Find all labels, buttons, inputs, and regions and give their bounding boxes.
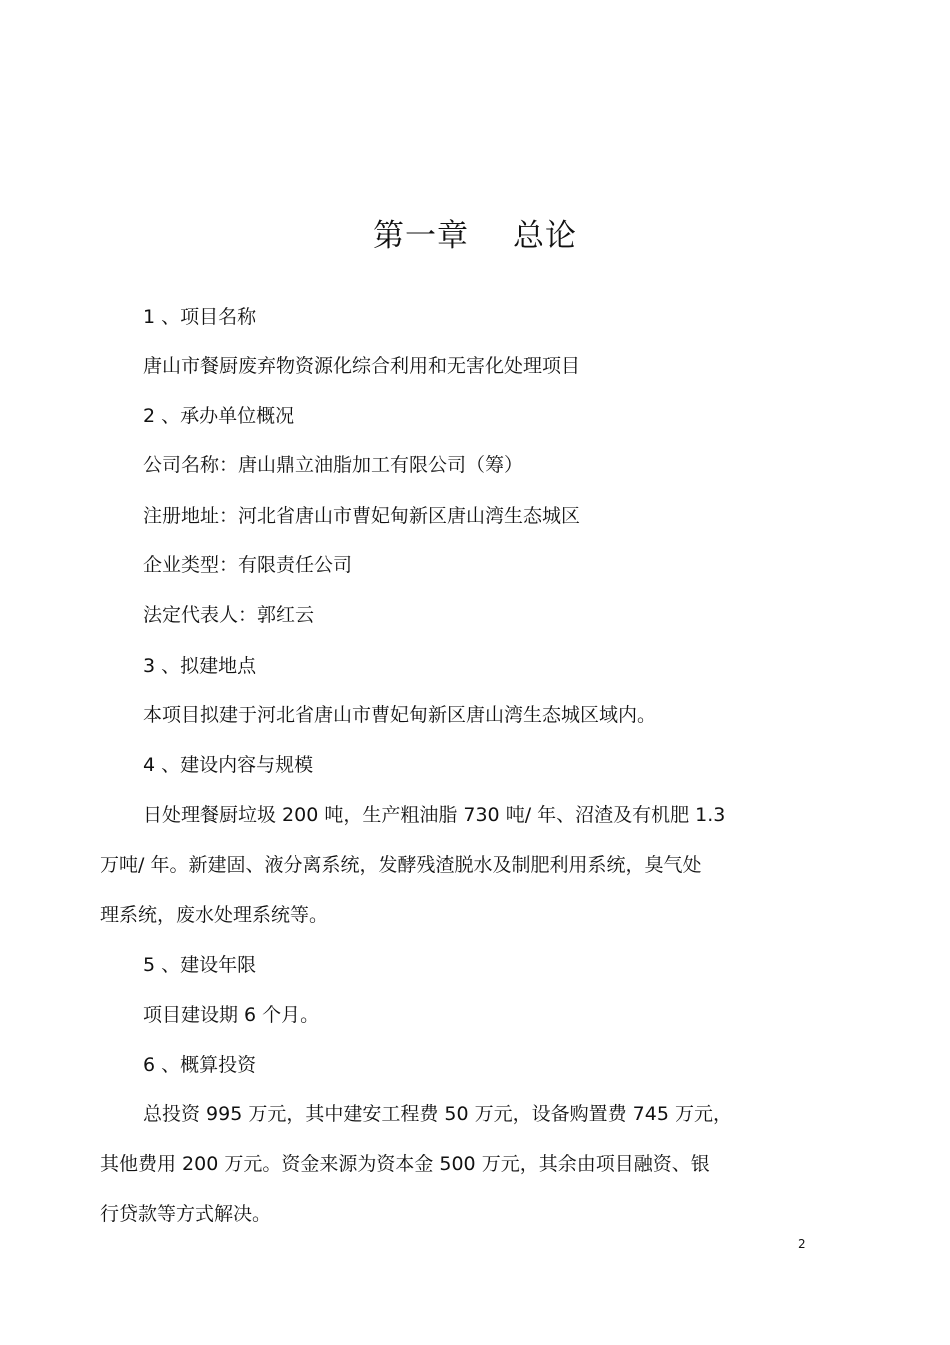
section-heading-2: 2 、承办单位概况 — [143, 405, 295, 427]
section-heading-1: 1 、项目名称 — [143, 306, 257, 328]
location-text: 本项目拟建于河北省唐山市曹妃甸新区唐山湾生态城区域内。 — [143, 704, 657, 726]
chapter-title — [0, 212, 950, 260]
scale-line-2: 万吨/ 年。新建固、液分离系统，发酵残渣脱水及制肥利用系统，臭气处 — [100, 854, 702, 876]
scale-line-1: 日处理餐厨垃圾 200 吨，生产粗油脂 730 吨/ 年、沼渣及有机肥 1.3 — [143, 804, 726, 826]
investment-line-2: 其他费用 200 万元。资金来源为资本金 500 万元，其余由项目融资、银 — [100, 1153, 710, 1175]
section-heading-6: 6 、概算投资 — [143, 1054, 257, 1076]
company-name-text: 公司名称：唐山鼎立油脂加工有限公司（筹） — [143, 454, 524, 476]
legal-representative-text: 法定代表人：郭红云 — [143, 604, 315, 626]
company-type-text: 企业类型：有限责任公司 — [143, 554, 353, 576]
investment-line-3: 行贷款等方式解决。 — [100, 1203, 272, 1225]
chapter-number: 第一章 — [373, 218, 469, 254]
page-number: 2 — [798, 1237, 806, 1251]
section-heading-5: 5 、建设年限 — [143, 954, 257, 976]
investment-line-1: 总投资 995 万元，其中建安工程费 50 万元，设备购置费 745 万元， — [143, 1103, 732, 1125]
company-address-text: 注册地址：河北省唐山市曹妃甸新区唐山湾生态城区 — [143, 505, 581, 527]
chapter-name: 总论 — [513, 218, 577, 254]
period-text: 项目建设期 6 个月。 — [143, 1004, 320, 1026]
section-heading-4: 4 、建设内容与规模 — [143, 754, 314, 776]
scale-line-3: 理系统，废水处理系统等。 — [100, 904, 329, 926]
section-heading-3: 3 、拟建地点 — [143, 655, 257, 677]
project-name-text: 唐山市餐厨废弃物资源化综合利用和无害化处理项目 — [143, 355, 581, 377]
